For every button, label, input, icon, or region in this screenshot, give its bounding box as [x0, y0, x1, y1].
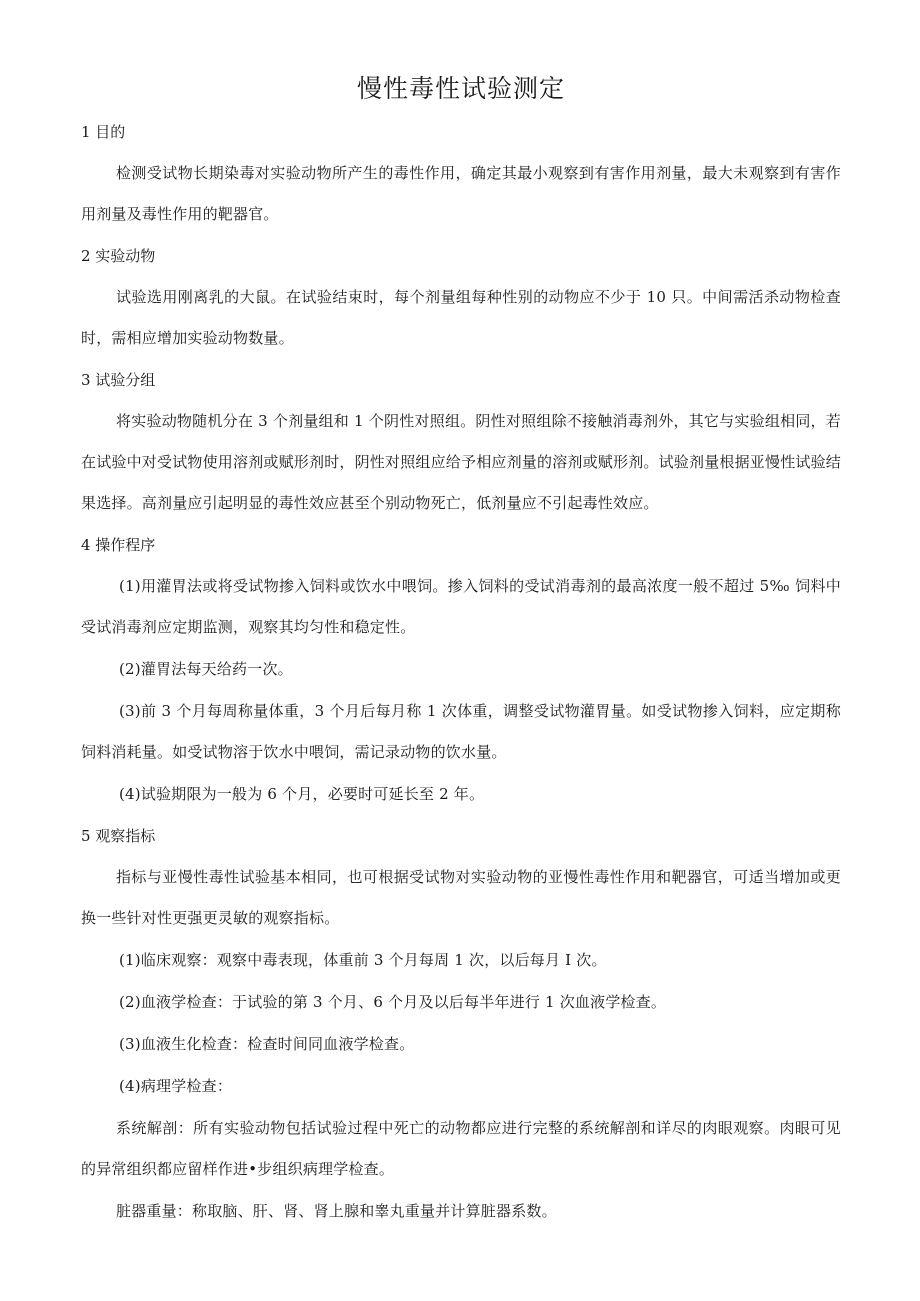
list-item: (1)临床观察：观察中毒表现，体重前 3 个月每周 1 次，以后每月 I 次。: [119, 951, 607, 969]
list-item: (4)病理学检查：: [119, 1077, 233, 1095]
list-item: (2)血液学检查：于试验的第 3 个月、6 个月及以后每半年进行 1 次血液学检查。: [119, 993, 667, 1011]
section-heading-purpose: 1 目的: [81, 123, 126, 141]
document-page: [81, 72, 841, 1241]
list-item: (4)试验期限为一般为 6 个月，必要时可延长至 2 年。: [119, 785, 485, 803]
list-item: (1)用灌胃法或将受试物掺入饲料或饮水中喂饲。掺入饲料的受试消毒剂的最高浓度一般不超过 5‰ 饲料中受试消毒剂应定期监测，观察其均匀性和稳定性。: [81, 577, 841, 636]
section-heading-procedure: 4 操作程序: [81, 536, 156, 554]
paragraph: 将实验动物随机分在 3 个剂量组和 1 个阴性对照组。阴性对照组除不接触消毒剂外，其它与实验组相同，若在试验中对受试物使用溶剂或赋形剂时，阴性对照组应给予相应剂量的溶剂或赋形剂。试验剂量根据亚慢性试验结果选择。高剂量应引起明显的毒性效应甚至个别动物死亡，低剂量应不引起毒性效应。: [81, 412, 842, 512]
list-item: (3)前 3 个月每周称量体重，3 个月后每月称 1 次体重，调整受试物灌胃量。如受试物掺入饲料，应定期称饲料消耗量。如受试物溶于饮水中喂饲，需记录动物的饮水量。: [81, 702, 841, 761]
section-heading-indicators: 5 观察指标: [81, 827, 156, 845]
page-title: 慢性毒性试验测定: [356, 74, 565, 103]
paragraph: 检测受试物长期染毒对实验动物所产生的毒性作用，确定其最小观察到有害作用剂量，最大未观察到有害作用剂量及毒性作用的靶器官。: [81, 164, 841, 223]
paragraph: 试验选用刚离乳的大鼠。在试验结束时，每个剂量组每种性别的动物应不少于 10 只。中间需活杀动物检查时，需相应增加实验动物数量。: [81, 288, 841, 347]
paragraph: 脏器重量：称取脑、肝、肾、肾上腺和睾丸重量并计算脏器系数。: [116, 1202, 557, 1220]
section-heading-grouping: 3 试验分组: [81, 371, 156, 389]
list-item: (3)血液生化检查：检查时间同血液学检查。: [119, 1035, 415, 1053]
paragraph: 系统解剖：所有实验动物包括试验过程中死亡的动物都应进行完整的系统解剖和详尽的肉眼观察。肉眼可见的异常组织都应留样作进•步组织病理学检查。: [81, 1119, 841, 1178]
list-item: (2)灌胃法每天给药一次。: [119, 660, 293, 678]
section-heading-animals: 2 实验动物: [81, 247, 156, 265]
paragraph: 指标与亚慢性毒性试验基本相同，也可根据受试物对实验动物的亚慢性毒性作用和靶器官，可适当增加或更换一些针对性更强更灵敏的观察指标。: [81, 868, 841, 927]
